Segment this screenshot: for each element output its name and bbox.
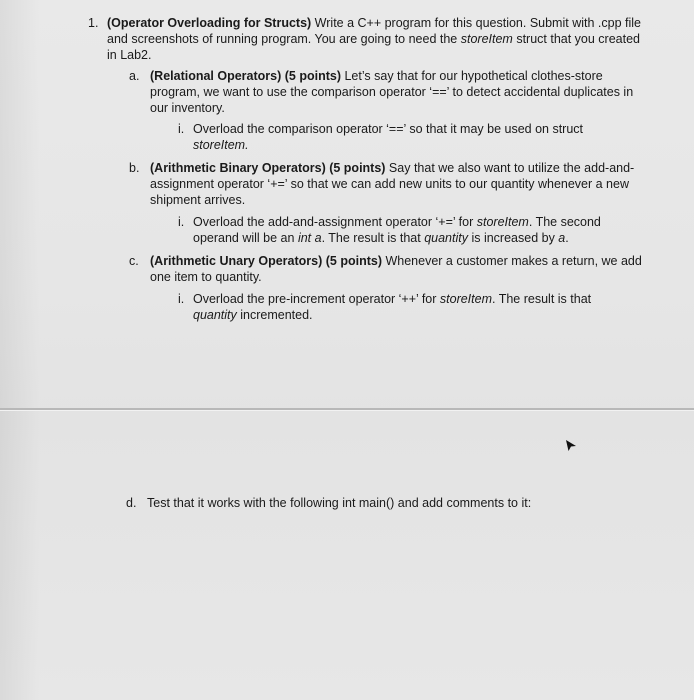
- part-b-title: (Arithmetic Binary Operators) (5 points): [150, 161, 386, 175]
- part-a-line-1: (Relational Operators) (5 points) Let’s say that for our hypothetical clothes-store: [150, 69, 603, 83]
- part-c-line-1: (Arithmetic Unary Operators) (5 points) Whenever a customer makes a return, we add: [150, 254, 642, 268]
- mouse-cursor-icon: [566, 440, 576, 452]
- page-shadow: [0, 0, 40, 700]
- part-a-letter: a.: [129, 69, 140, 83]
- part-a-line-2: program, we want to use the comparison operator ‘==’ to detect accidental duplicates in: [150, 85, 634, 99]
- part-a-sub-i-number: i.: [178, 122, 185, 136]
- page-break-line: [0, 408, 694, 410]
- part-b-line-1: (Arithmetic Binary Operators) (5 points) Say that we also want to utilize the add-and-: [150, 161, 635, 175]
- question-number: 1.: [88, 16, 99, 30]
- part-b-letter: b.: [129, 161, 140, 175]
- part-a-sub-i-line-2: storeItem.: [193, 138, 249, 152]
- part-d-text: Test that it works with the following int main() and add comments to it:: [147, 496, 532, 510]
- part-c-sub-i-number: i.: [178, 292, 185, 306]
- part-b-sub-i-line-2: operand will be an int a. The result is that quantity is increased by a.: [193, 231, 569, 245]
- question-line-3: in Lab2.: [107, 48, 152, 62]
- part-b-sub-i-number: i.: [178, 215, 185, 229]
- part-d-letter: d.: [126, 496, 137, 510]
- question-line-2: and screenshots of running program. You are going to need the storeItem struct that you created: [107, 32, 640, 46]
- part-c-line-2: one item to quantity.: [150, 270, 262, 284]
- part-a-line-3: our inventory.: [150, 101, 225, 115]
- question-title: (Operator Overloading for Structs): [107, 16, 312, 30]
- part-c-sub-i-line-1: Overload the pre-increment operator ‘++’ for storeItem. The result is that: [193, 292, 592, 306]
- part-b-line-3: shipment arrives.: [150, 193, 246, 207]
- part-c-title: (Arithmetic Unary Operators) (5 points): [150, 254, 382, 268]
- part-b-sub-i-line-1: Overload the add-and-assignment operator ‘+=’ for storeItem. The second: [193, 215, 601, 229]
- question-line-1: (Operator Overloading for Structs) Write a C++ program for this question. Submit with .cpp file: [107, 16, 641, 30]
- part-a-title: (Relational Operators) (5 points): [150, 69, 341, 83]
- part-c-sub-i-line-2: quantity incremented.: [193, 308, 313, 322]
- part-c-letter: c.: [129, 254, 139, 268]
- part-a-sub-i-line-1: Overload the comparison operator ‘==’ so that it may be used on struct: [193, 122, 584, 136]
- part-b-line-2: assignment operator ‘+=’ so that we can add new units to our quantity whenever a new: [150, 177, 629, 191]
